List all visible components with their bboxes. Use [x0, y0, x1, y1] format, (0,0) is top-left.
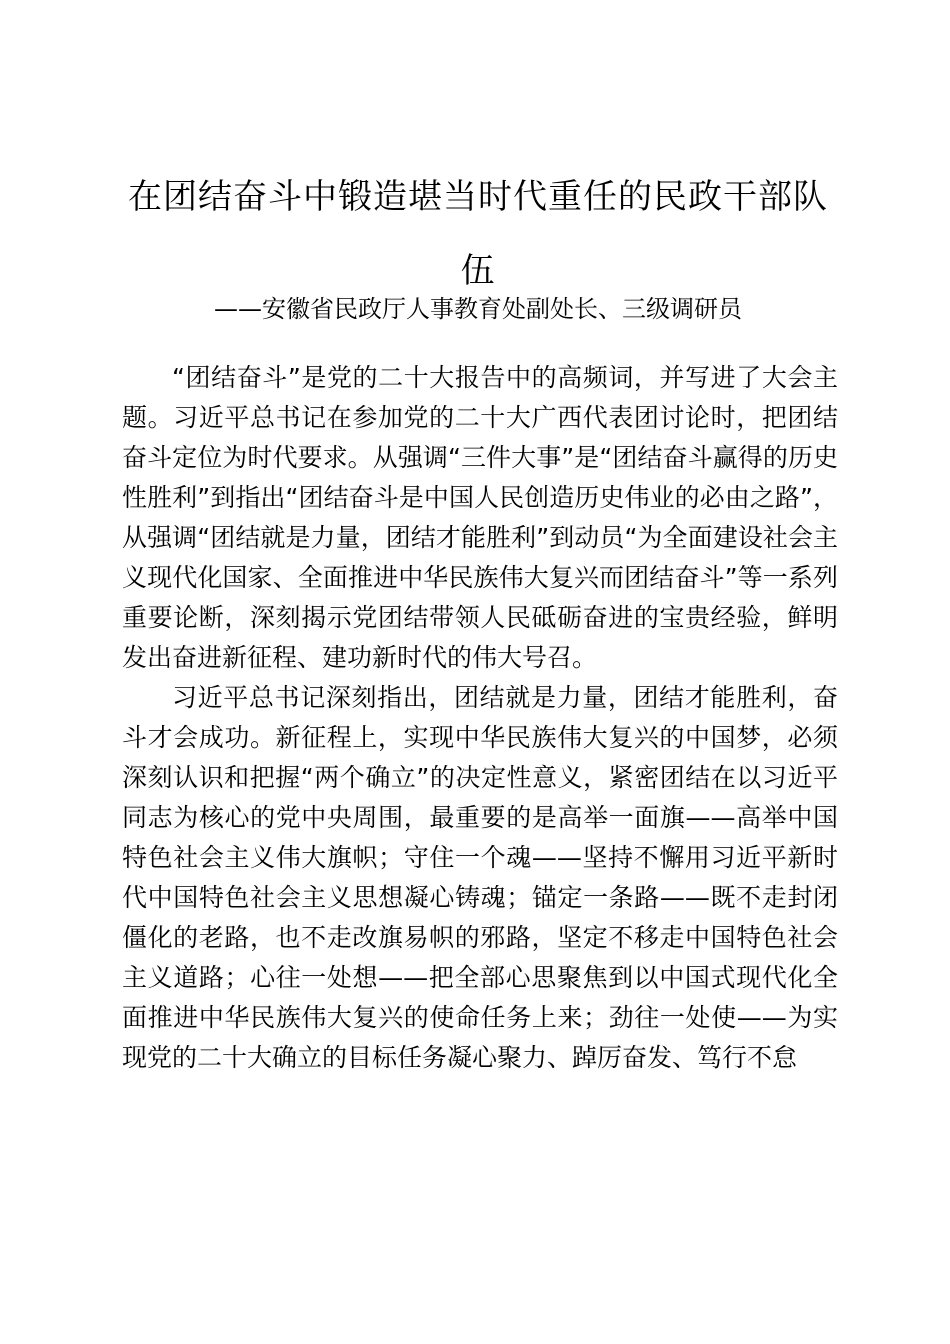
document-body: [122, 358, 838, 1078]
document-title: 在团结奋斗中锻造堪当时代重任的民政干部队伍: [128, 177, 828, 291]
paragraph-1: “团结奋斗”是党的二十大报告中的高频词，并写进了大会主题。习近平总书记在参加党的二十大广西代表团讨论时，把团结奋斗定位为时代要求。从强调“三件大事”是“团结奋斗赢得的历史性胜利”到指出“团结奋斗是中国人民创造历史伟业的必由之路”，从强调“团结就是力量，团结才能胜利”到动员“为全面建设社会主义现代化国家、全面推进中华民族伟大复兴而团结奋斗”等一系列重要论断，深刻揭示党团结带领人民砥砺奋进的宝贵经验，鲜明发出奋进新征程、建功新时代的伟大号召。: [122, 363, 838, 672]
paragraph-2: 习近平总书记深刻指出，团结就是力量，团结才能胜利，奋斗才会成功。新征程上，实现中华民族伟大复兴的中国梦，必须深刻认识和把握“两个确立”的决定性意义，紧密团结在以习近平同志为核心的党中央周围，最重要的是高举一面旗——高举中国特色社会主义伟大旗帜；守住一个魂——坚持不懈用习近平新时代中国特色社会主义思想凝心铸魂；锚定一条路——既不走封闭僵化的老路，也不走改旗易帜的邪路，坚定不移走中国特色社会主义道路；心往一处想——把全部心思聚焦到以中国式现代化全面推进中华民族伟大复兴的使命任务上来；劲往一处使——为实现党的二十大确立的目标任务凝心聚力、踔厉奋发、笃行不怠: [122, 683, 838, 1072]
document-subtitle: ——安徽省民政厅人事教育处副处长、三级调研员: [214, 295, 742, 323]
